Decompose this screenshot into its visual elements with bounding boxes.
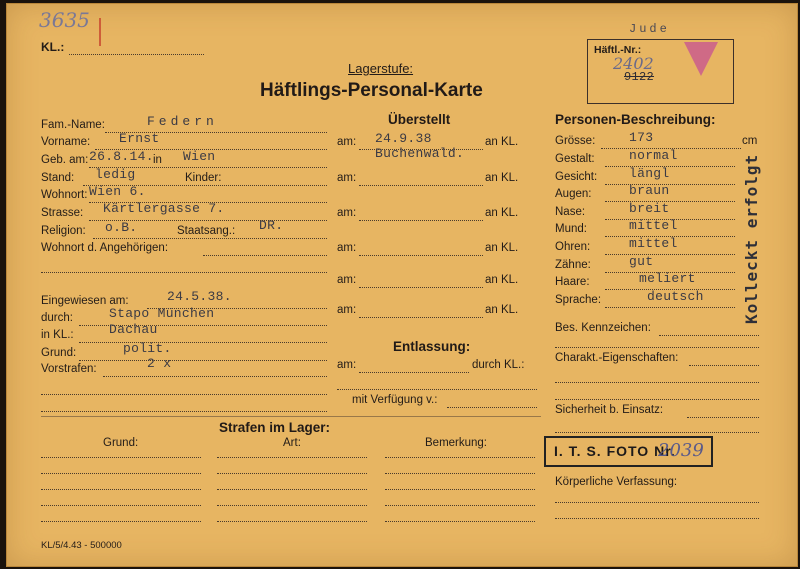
strafen-line bbox=[41, 473, 201, 474]
mund-label: Mund: bbox=[555, 223, 587, 236]
geb-ort-value: Wien bbox=[183, 149, 216, 164]
kl-label: KL.: bbox=[41, 40, 65, 54]
vorname-label: Vorname: bbox=[41, 136, 91, 148]
religion-line bbox=[93, 238, 327, 239]
gestalt-label: Gestalt: bbox=[555, 153, 595, 165]
strafen-line bbox=[217, 505, 367, 506]
grund-label: Grund: bbox=[41, 347, 77, 359]
sprache-label: Sprache: bbox=[555, 293, 602, 306]
geb-in-label: in bbox=[153, 154, 162, 166]
haeftl-nr-value: 2402 bbox=[613, 54, 654, 73]
its-foto-stamp bbox=[544, 436, 713, 467]
eingewiesen-label: Eingewiesen am: bbox=[41, 295, 129, 307]
verfuegung-line bbox=[447, 407, 537, 408]
its-stamp-number: 2039 bbox=[658, 440, 704, 461]
strafen-heading: Strafen im Lager: bbox=[219, 420, 331, 435]
cm-label: cm bbox=[742, 135, 758, 147]
ueberstellt-am-label: am: bbox=[337, 242, 357, 254]
koerper-line-3 bbox=[555, 518, 759, 519]
ueberstellt-am-label: am: bbox=[337, 207, 357, 219]
mund-value: mittel bbox=[629, 218, 678, 234]
strafen-line bbox=[385, 505, 535, 506]
in-kl-line bbox=[79, 342, 327, 343]
pink-triangle-badge bbox=[684, 42, 718, 76]
strafen-line bbox=[41, 489, 201, 490]
angehoerige-line-2 bbox=[41, 272, 327, 273]
strasse-value: Kärtlergasse 7. bbox=[103, 201, 225, 216]
grund-value: polit. bbox=[123, 341, 172, 356]
strafen-line bbox=[217, 457, 367, 458]
gesicht-label: Gesicht: bbox=[555, 170, 598, 183]
entlassung-am-line bbox=[359, 372, 469, 373]
vorstrafen-value: 2 x bbox=[147, 356, 172, 371]
red-pencil-mark bbox=[99, 18, 101, 46]
ueberstellt-line bbox=[359, 185, 483, 186]
kennzeichen-line bbox=[659, 335, 759, 336]
strasse-label: Strasse: bbox=[41, 207, 84, 219]
vertical-stamp: Kolleckt erfolgt bbox=[742, 153, 761, 324]
sicherheit-label: Sicherheit b. Einsatz: bbox=[555, 404, 664, 416]
stand-label: Stand: bbox=[41, 172, 75, 184]
strafen-line bbox=[217, 473, 367, 474]
gestalt-line bbox=[605, 166, 735, 167]
staatsang-label: Staatsang.: bbox=[177, 225, 236, 237]
charakt-line-2 bbox=[555, 382, 759, 383]
ueberstellt-am-label: am: bbox=[337, 274, 357, 286]
strafen-line bbox=[41, 521, 201, 522]
in-kl-label: in KL.: bbox=[41, 329, 74, 341]
sicherheit-line bbox=[687, 417, 759, 418]
lagerstufe-label: Lagerstufe: bbox=[348, 61, 414, 76]
zaehne-value: gut bbox=[629, 253, 654, 269]
strafen-line bbox=[385, 489, 535, 490]
entlassung-line-2 bbox=[337, 389, 537, 390]
ueberstellt-an-kl-label: an KL. bbox=[485, 274, 519, 286]
ueberstellt-am-label: am: bbox=[337, 136, 357, 148]
sicherheit-line-2 bbox=[555, 432, 759, 433]
footer-code: KL/5/4.43 - 500000 bbox=[41, 540, 122, 551]
nase-value: breit bbox=[629, 200, 670, 216]
geb-value: 26.8.14. bbox=[89, 149, 154, 164]
haeftl-nr-old: 9122 bbox=[624, 70, 655, 84]
ohren-label: Ohren: bbox=[555, 241, 591, 253]
angehoerige-line-1 bbox=[203, 255, 327, 256]
strafen-line bbox=[41, 457, 201, 458]
entlassung-am-label: am: bbox=[337, 359, 357, 371]
kennzeichen-line-2 bbox=[555, 347, 759, 348]
card-title: Häftlings-Personal-Karte bbox=[260, 80, 483, 101]
koerper-line-2 bbox=[555, 502, 759, 503]
fam-name-value: Federn bbox=[147, 114, 218, 129]
ueberstellt-line bbox=[359, 317, 483, 318]
strafen-line bbox=[217, 489, 367, 490]
vorname-value: Ernst bbox=[119, 131, 160, 146]
sprache-value: deutsch bbox=[647, 288, 704, 304]
ueberstellt-an-kl-label: an KL. bbox=[485, 242, 519, 254]
haare-value: meliert bbox=[639, 271, 696, 287]
strafen-rule bbox=[41, 416, 541, 417]
charakt-label: Charakt.-Eigenschaften: bbox=[555, 352, 679, 364]
kinder-label: Kinder: bbox=[185, 172, 222, 184]
strafen-art-col: Art: bbox=[283, 437, 301, 449]
groesse-label: Grösse: bbox=[555, 135, 596, 147]
stand-value: ledig bbox=[95, 167, 136, 182]
in-kl-value: Dachau bbox=[109, 322, 158, 337]
ueberstellt-line bbox=[359, 287, 483, 288]
prisoner-personal-card bbox=[6, 3, 798, 567]
entlassung-durch-kl-label: durch KL.: bbox=[472, 359, 525, 371]
sprache-line bbox=[605, 307, 735, 308]
beschreibung-heading: Personen-Beschreibung: bbox=[555, 112, 716, 127]
ueberstellt-an-kl-label: an KL. bbox=[485, 304, 519, 316]
ueberstellt-am-label: am: bbox=[337, 304, 357, 316]
augen-line bbox=[605, 201, 735, 202]
ueberstellt-am-label: am: bbox=[337, 172, 357, 184]
ohren-line bbox=[605, 254, 735, 255]
grund-line bbox=[79, 360, 327, 361]
zaehne-label: Zähne: bbox=[555, 258, 591, 271]
gestalt-value: normal bbox=[629, 148, 678, 163]
vorstrafen-line bbox=[103, 376, 327, 377]
ueberstellt-an-kl-label: an KL. bbox=[485, 172, 519, 184]
koerper-label: Körperliche Verfassung: bbox=[555, 476, 678, 488]
groesse-value: 173 bbox=[629, 130, 654, 145]
ueberstellt-an-kl-label: an KL. bbox=[485, 207, 519, 219]
wohnort-value: Wien 6. bbox=[89, 184, 146, 199]
ueberstellt-line bbox=[359, 220, 483, 221]
vorstrafen-label: Vorstrafen: bbox=[41, 363, 97, 375]
strafen-line bbox=[385, 457, 535, 458]
charakt-line-3 bbox=[555, 399, 759, 400]
eingewiesen-value: 24.5.38. bbox=[167, 289, 232, 304]
entlassung-heading: Entlassung: bbox=[393, 339, 471, 354]
staatsang-value: DR. bbox=[259, 218, 284, 233]
augen-value: braun bbox=[629, 183, 670, 199]
strafen-bemerkung-col: Bemerkung: bbox=[425, 437, 488, 449]
augen-label: Augen: bbox=[555, 188, 592, 201]
corner-number: 3635 bbox=[39, 8, 90, 32]
strafen-line bbox=[41, 505, 201, 506]
ueberstellt-heading: Überstellt bbox=[388, 112, 451, 127]
charakt-line bbox=[689, 365, 759, 366]
vorstrafen-line-2 bbox=[41, 394, 327, 395]
jude-label: Jude bbox=[629, 22, 670, 36]
gesicht-line bbox=[605, 184, 735, 185]
kennzeichen-label: Bes. Kennzeichen: bbox=[555, 322, 651, 334]
its-stamp-label: I. T. S. FOTO Nr. bbox=[554, 443, 676, 459]
verfuegung-label: mit Verfügung v.: bbox=[352, 394, 438, 406]
wohnort-angehoerige-label: Wohnort d. Angehörigen: bbox=[41, 242, 169, 254]
ueberstellt-camp: Buchenwald. bbox=[375, 146, 465, 161]
gesicht-value: längl bbox=[629, 165, 670, 181]
durch-value: Stapo München bbox=[109, 306, 215, 321]
ueberstellt-an-kl-label: an KL. bbox=[485, 136, 519, 148]
wohnort-label: Wohnort: bbox=[41, 189, 88, 201]
fam-name-label: Fam.-Name: bbox=[41, 119, 105, 131]
ueberstellt-date: 24.9.38 bbox=[375, 131, 432, 146]
strafen-line bbox=[385, 521, 535, 522]
durch-label: durch: bbox=[41, 312, 73, 324]
religion-label: Religion: bbox=[41, 225, 86, 237]
haare-label: Haare: bbox=[555, 276, 590, 289]
nase-label: Nase: bbox=[555, 205, 586, 218]
vorstrafen-line-3 bbox=[41, 411, 327, 412]
geb-label: Geb. am: bbox=[41, 154, 89, 166]
religion-value: o.B. bbox=[105, 220, 138, 235]
haeftl-nr-label: Häftl.-Nr.: bbox=[594, 44, 642, 56]
strafen-grund-col: Grund: bbox=[103, 437, 139, 449]
kl-line bbox=[69, 54, 204, 55]
strafen-line bbox=[385, 473, 535, 474]
strafen-line bbox=[217, 521, 367, 522]
ueberstellt-line bbox=[359, 255, 483, 256]
ohren-value: mittel bbox=[629, 236, 678, 251]
